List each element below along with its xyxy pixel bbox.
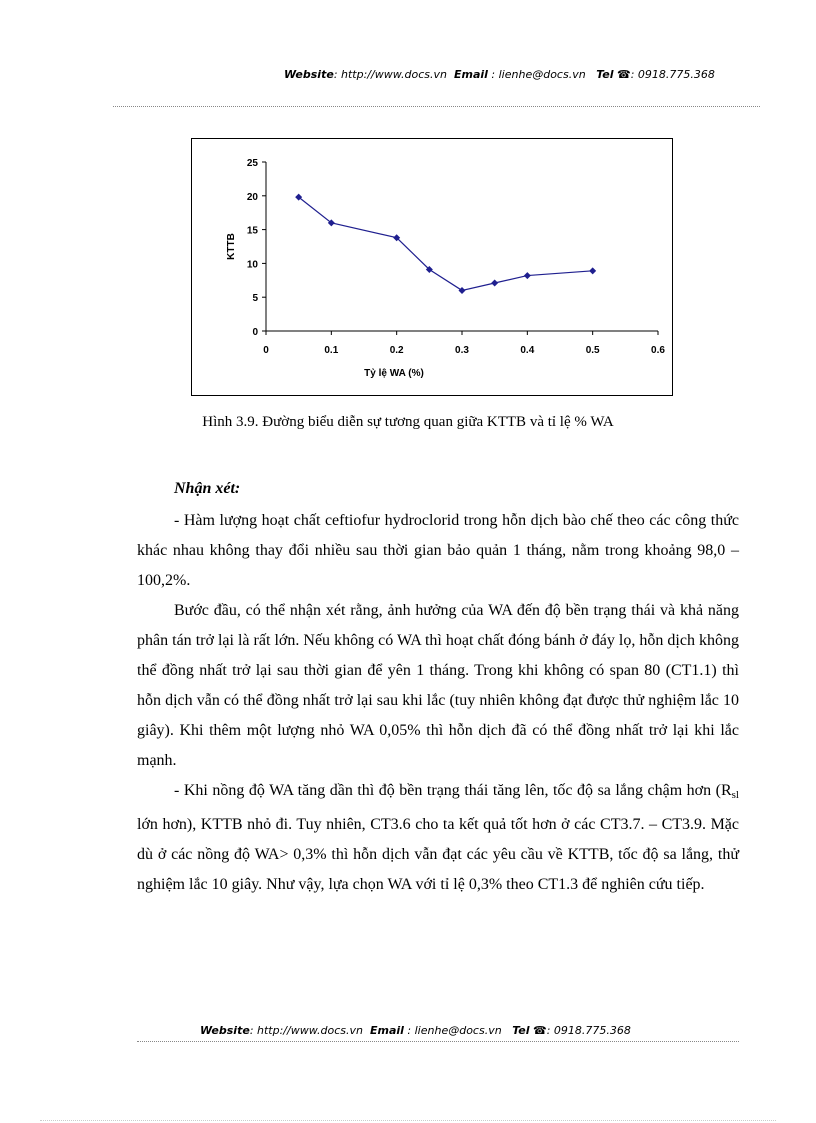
footer-email-label: Email xyxy=(369,1024,404,1037)
data-point xyxy=(589,267,596,274)
header-tel-label: Tel xyxy=(596,68,614,81)
kttb-vs-wa-chart xyxy=(192,139,672,395)
paragraph-1: - Hàm lượng hoạt chất ceftiofur hydroclorid trong hỗn dịch bào chế theo các công thức khác nhau không thay đổi nhiều sau thời gian bảo quản 1 tháng, nằm trong khoảng 98,0 – 100,2%. xyxy=(137,512,739,589)
y-tick-label: 15 xyxy=(246,225,258,237)
x-tick-label: 0.4 xyxy=(520,345,535,356)
y-tick-label: 0 xyxy=(252,327,258,338)
x-tick-label: 0.3 xyxy=(455,345,469,356)
x-tick-label: 0.2 xyxy=(389,345,404,356)
footer-tel-label: Tel xyxy=(512,1024,530,1037)
header-email-value[interactable]: : lienhe@docs.vn xyxy=(491,68,586,81)
y-tick-label: 25 xyxy=(246,158,258,169)
series-line xyxy=(299,197,593,290)
data-point xyxy=(459,287,466,294)
footer-tel-value: : 0918.775.368 xyxy=(546,1024,631,1037)
header-divider xyxy=(113,106,760,107)
header-email-label: Email xyxy=(453,68,488,81)
y-tick-label: 10 xyxy=(246,259,258,271)
y-tick-label: 20 xyxy=(246,191,258,203)
footer-divider xyxy=(137,1041,739,1042)
paragraph-3 xyxy=(137,776,739,900)
body-text xyxy=(137,506,739,900)
figure-caption: Hình 3.9. Đường biểu diễn sự tương quan giữa KTTB và tỉ lệ % WA xyxy=(202,414,614,430)
x-tick-label: 0.5 xyxy=(585,345,600,356)
y-tick-label: 5 xyxy=(252,293,258,305)
page-footer xyxy=(200,1024,631,1037)
x-tick-label: 0.1 xyxy=(324,345,339,356)
footer-website-label: Website xyxy=(200,1024,250,1037)
phone-icon: ☎ xyxy=(533,1024,547,1037)
paragraph-3-part-a: - Khi nồng độ WA tăng dần thì độ bền trạng thái tăng lên, tốc độ sa lắng chậm hơn (R xyxy=(174,782,732,799)
header-website-label: Website xyxy=(284,68,334,81)
x-tick-label: 0.6 xyxy=(651,345,665,356)
data-point xyxy=(491,280,498,287)
x-axis-label: Tỷ lệ WA (%) xyxy=(364,368,424,379)
phone-icon: ☎ xyxy=(617,68,631,81)
page-header xyxy=(284,68,715,81)
subscript-sl: sl xyxy=(731,789,739,801)
y-axis-label: KTTB xyxy=(226,233,237,260)
header-tel-value: : 0918.775.368 xyxy=(630,68,715,81)
page-bottom-divider xyxy=(40,1120,776,1121)
paragraph-2: Bước đầu, có thể nhận xét rằng, ảnh hưởng của WA đến độ bền trạng thái và khả năng phân tán trở lại là rất lớn. Nếu không có WA thì hoạt chất đóng bánh ở đáy lọ, hỗn dịch không thể đồng nhất trở lại sau thời gian để yên 1 tháng. Trong khi không có span 80 (CT1.1) thì hỗn dịch vẫn có thể đồng nhất trở lại sau khi lắc (tuy nhiên không đạt được thử nghiệm lắc 10 giây). Khi thêm một lượng nhỏ WA 0,05% thì hỗn dịch đã có thể đồng nhất trở lại khi lắc mạnh. xyxy=(137,602,739,769)
footer-website-url[interactable]: : http://www.docs.vn xyxy=(249,1024,363,1037)
footer-email-value[interactable]: : lienhe@docs.vn xyxy=(407,1024,502,1037)
header-website-url[interactable]: : http://www.docs.vn xyxy=(333,68,447,81)
chart-frame xyxy=(191,138,673,396)
paragraph-3-part-b: lớn hơn), KTTB nhỏ đi. Tuy nhiên, CT3.6 cho ta kết quả tốt hơn ở các CT3.7. – CT3.9. Mặc dù ở các nồng độ WA> 0,3% thì hỗn dịch vẫn đạt các yêu cầu về KTTB, tốc độ sa lắng, thử nghiệm lắc 10 giây. Như vậy, lựa chọn WA với tỉ lệ 0,3% theo CT1.3 để nghiên cứu tiếp. xyxy=(137,816,739,893)
section-heading: Nhận xét: xyxy=(174,480,241,497)
data-point xyxy=(524,272,531,279)
x-tick-label: 0 xyxy=(263,345,269,356)
